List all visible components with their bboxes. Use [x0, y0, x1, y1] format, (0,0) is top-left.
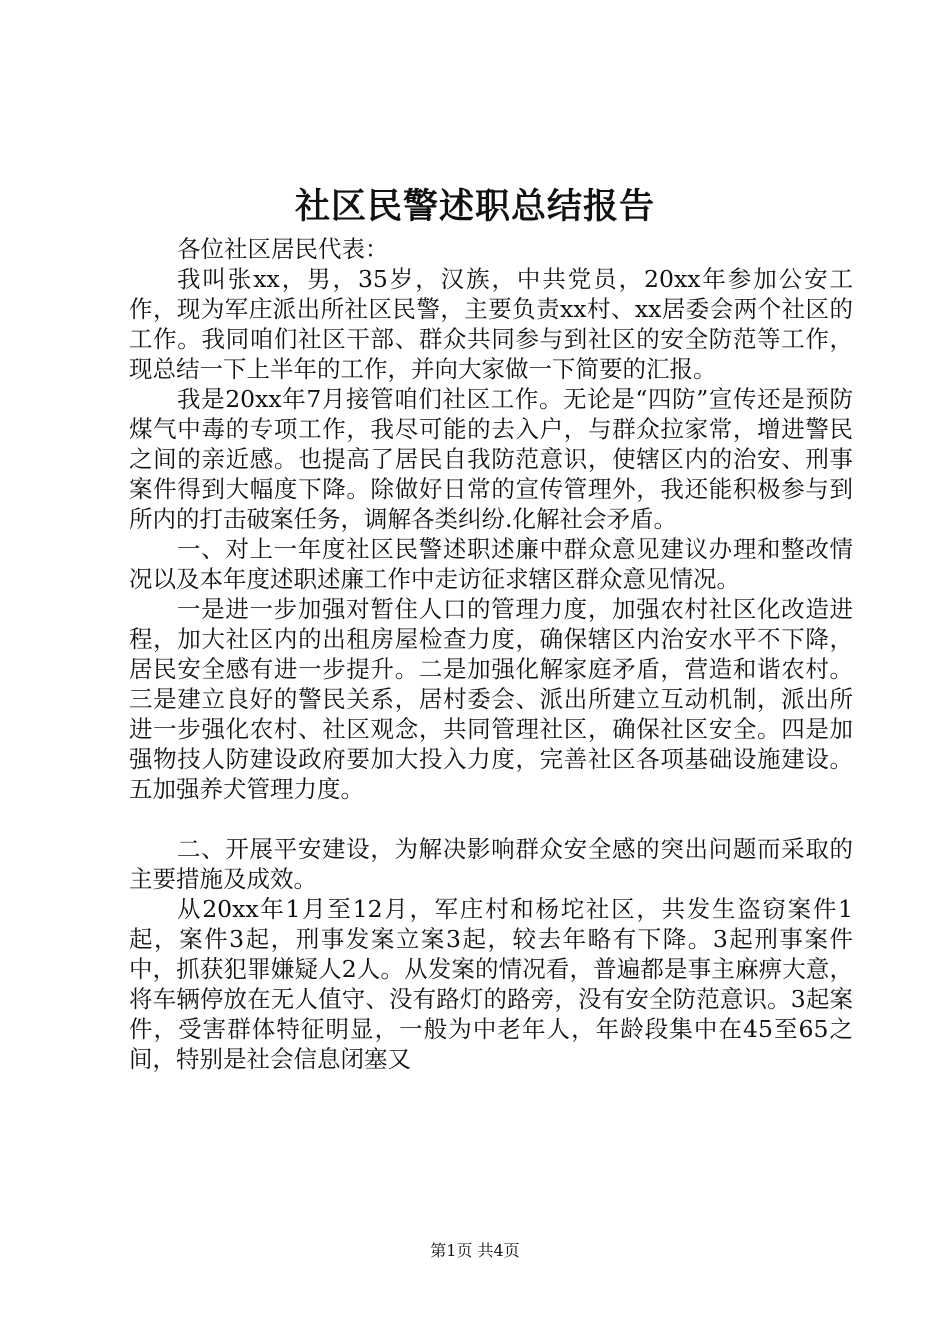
page-number: 第1页 共4页 — [430, 1241, 520, 1260]
paragraph-work: 我是20xx年7月接管咱们社区工作。无论是“四防”宣传还是预防煤气中毒的专项工作，我尽可能的去入户，与群众拉家常，增进警民之间的亲近感。也提高了居民自我防范意识，使辖区内的治安、刑事案件得到大幅度下降。除做好日常的宣传管理外，我还能积极参与到所内的打击破案任务，调解各类纠纷.化解社会矛盾。 — [129, 385, 853, 533]
paragraph-statistics: 从20xx年1月至12月，军庄村和杨坨社区，共发生盗窃案件1起，案件3起，刑事发案立案3起，较去年略有下降。3起刑事案件中，抓获犯罪嫌疑人2人。从发案的情况看，普遍都是事主麻痹大意，将车辆停放在无人值守、没有路灯的路旁，没有安全防范意识。3起案件，受害群体特征明显，一般为中老年人，年龄段集中在45至65之间，特别是社会信息闭塞又 — [129, 895, 853, 1073]
section-heading-one: 一、对上一年度社区民警述职述廉中群众意见建议办理和整改情况以及本年度述职述廉工作中走访征求辖区群众意见情况。 — [129, 535, 853, 593]
document-body — [129, 234, 853, 1074]
document-title: 社区民警述职总结报告 — [294, 186, 655, 227]
paragraph-measures: 一是进一步加强对暂住人口的管理力度，加强农村社区化改造进程，加大社区内的出租房屋检查力度，确保辖区内治安水平不下降，居民安全感有进一步提升。二是加强化解家庭矛盾，营造和谐农村。三是建立良好的警民关系，居村委会、派出所建立互动机制，派出所进一步强化农村、社区观念，共同管理社区，确保社区安全。四是加强物技人防建设政府要加大投入力度，完善社区各项基础设施建设。五加强养犬管理力度。 — [129, 595, 853, 803]
paragraph-intro: 我叫张xx，男，35岁，汉族，中共党员，20xx年参加公安工作，现为军庄派出所社区民警，主要负责xx村、xx居委会两个社区的工作。我同咱们社区干部、群众共同参与到社区的安全防范等工作，现总结一下上半年的工作，并向大家做一下简要的汇报。 — [129, 265, 853, 383]
salutation: 各位社区居民代表： — [177, 235, 389, 263]
section-heading-two: 二、开展平安建设，为解决影响群众安全感的突出问题而采取的主要措施及成效。 — [129, 835, 853, 893]
